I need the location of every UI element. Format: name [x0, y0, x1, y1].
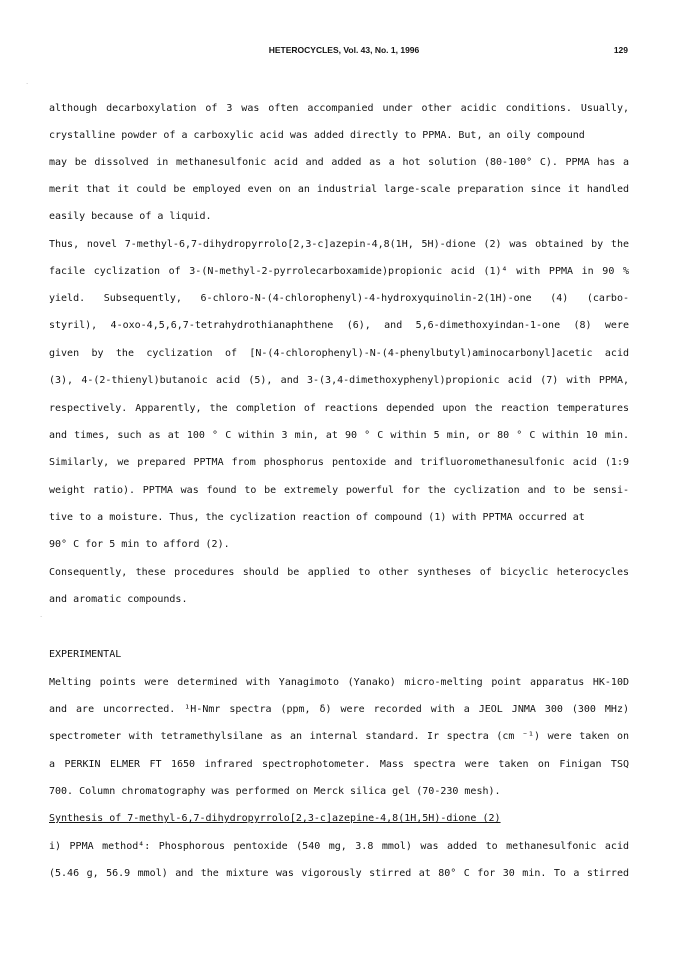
- scan-speck: ·: [40, 613, 43, 621]
- text-line: (3), 4-(2-thienyl)butanoic acid (5), and 3-(3,4-dimethoxyphenyl)propionic acid (7) with PPMA,: [49, 375, 629, 386]
- text-line: Thus, novel 7-methyl-6,7-dihydropyrrolo[2,3-c]azepin-4,8(1H, 5H)-dione (2) was obtained by the: [49, 239, 629, 250]
- text-line: crystalline powder of a carboxylic acid was added directly to PPMA. But, an oily compound: [49, 130, 585, 141]
- scan-speck: ·: [26, 80, 29, 88]
- text-line: 700. Column chromatography was performed on Merck silica gel (70-230 mesh).: [49, 786, 501, 797]
- subsection-heading-synthesis: Synthesis of 7-methyl-6,7-dihydropyrrolo[2,3-c]azepine-4,8(1H,5H)-dione (2): [49, 813, 501, 824]
- text-line: a PERKIN ELMER FT 1650 infrared spectrophotometer. Mass spectra were taken on Finigan TSQ: [49, 759, 629, 770]
- text-line: respectively. Apparently, the completion of reactions depended upon the reaction temperatures: [49, 403, 629, 414]
- text-line: merit that it could be employed even on an industrial large-scale preparation since it handled: [49, 184, 629, 195]
- text-line: Similarly, we prepared PPTMA from phosphorus pentoxide and trifluoromethanesulfonic acid (1:9: [49, 457, 629, 468]
- text-line: and are uncorrected. ¹H-Nmr spectra (ppm, δ) were recorded with a JEOL JNMA 300 (300 MHz): [49, 704, 629, 715]
- text-line: and times, such as at 100 ° C within 3 min, at 90 ° C within 5 min, or 80 ° C within 10 min.: [49, 430, 629, 441]
- text-line: (5.46 g, 56.9 mmol) and the mixture was vigorously stirred at 80° C for 30 min. To a stirred: [49, 868, 629, 879]
- text-line: weight ratio). PPTMA was found to be extremely powerful for the cyclization and to be sensi-: [49, 485, 629, 496]
- page-number: 129: [613, 45, 628, 55]
- text-line: tive to a moisture. Thus, the cyclization reaction of compound (1) with PPTMA occurred at: [49, 512, 585, 523]
- text-line: Consequently, these procedures should be applied to other syntheses of bicyclic heterocycles: [49, 567, 629, 578]
- text-line: 90° C for 5 min to afford (2).: [49, 539, 230, 550]
- section-heading-experimental: EXPERIMENTAL: [49, 649, 122, 660]
- text-line: Melting points were determined with Yanagimoto (Yanako) micro-melting point apparatus HK-10D: [49, 677, 629, 688]
- text-line: yield. Subsequently, 6-chloro-N-(4-chlorophenyl)-4-hydroxyquinolin-2(1H)-one (4) (carbo-: [49, 293, 629, 304]
- running-header: [0, 43, 688, 59]
- text-line: styril), 4-oxo-4,5,6,7-tetrahydrothianaphthene (6), and 5,6-dimethoxyindan-1-one (8) were: [49, 320, 629, 331]
- text-line: spectrometer with tetramethylsilane as an internal standard. Ir spectra (cm ⁻¹) were taken on: [49, 731, 629, 742]
- text-line: i) PPMA method⁴: Phosphorous pentoxide (540 mg, 3.8 mmol) was added to methanesulfonic acid: [49, 841, 629, 852]
- text-line: given by the cyclization of [N-(4-chlorophenyl)-N-(4-phenylbutyl)aminocarbonyl]acetic acid: [49, 348, 629, 359]
- journal-citation: HETEROCYCLES, Vol. 43, No. 1, 1996: [268, 45, 420, 55]
- text-line: may be dissolved in methanesulfonic acid and added as a hot solution (80-100° C). PPMA has a: [49, 157, 629, 168]
- text-line: facile cyclization of 3-(N-methyl-2-pyrrolecarboxamide)propionic acid (1)⁴ with PPMA in 90 %: [49, 266, 629, 277]
- text-line: easily because of a liquid.: [49, 211, 212, 222]
- text-line: and aromatic compounds.: [49, 594, 188, 605]
- text-line: although decarboxylation of 3 was often accompanied under other acidic conditions. Usually,: [49, 103, 629, 114]
